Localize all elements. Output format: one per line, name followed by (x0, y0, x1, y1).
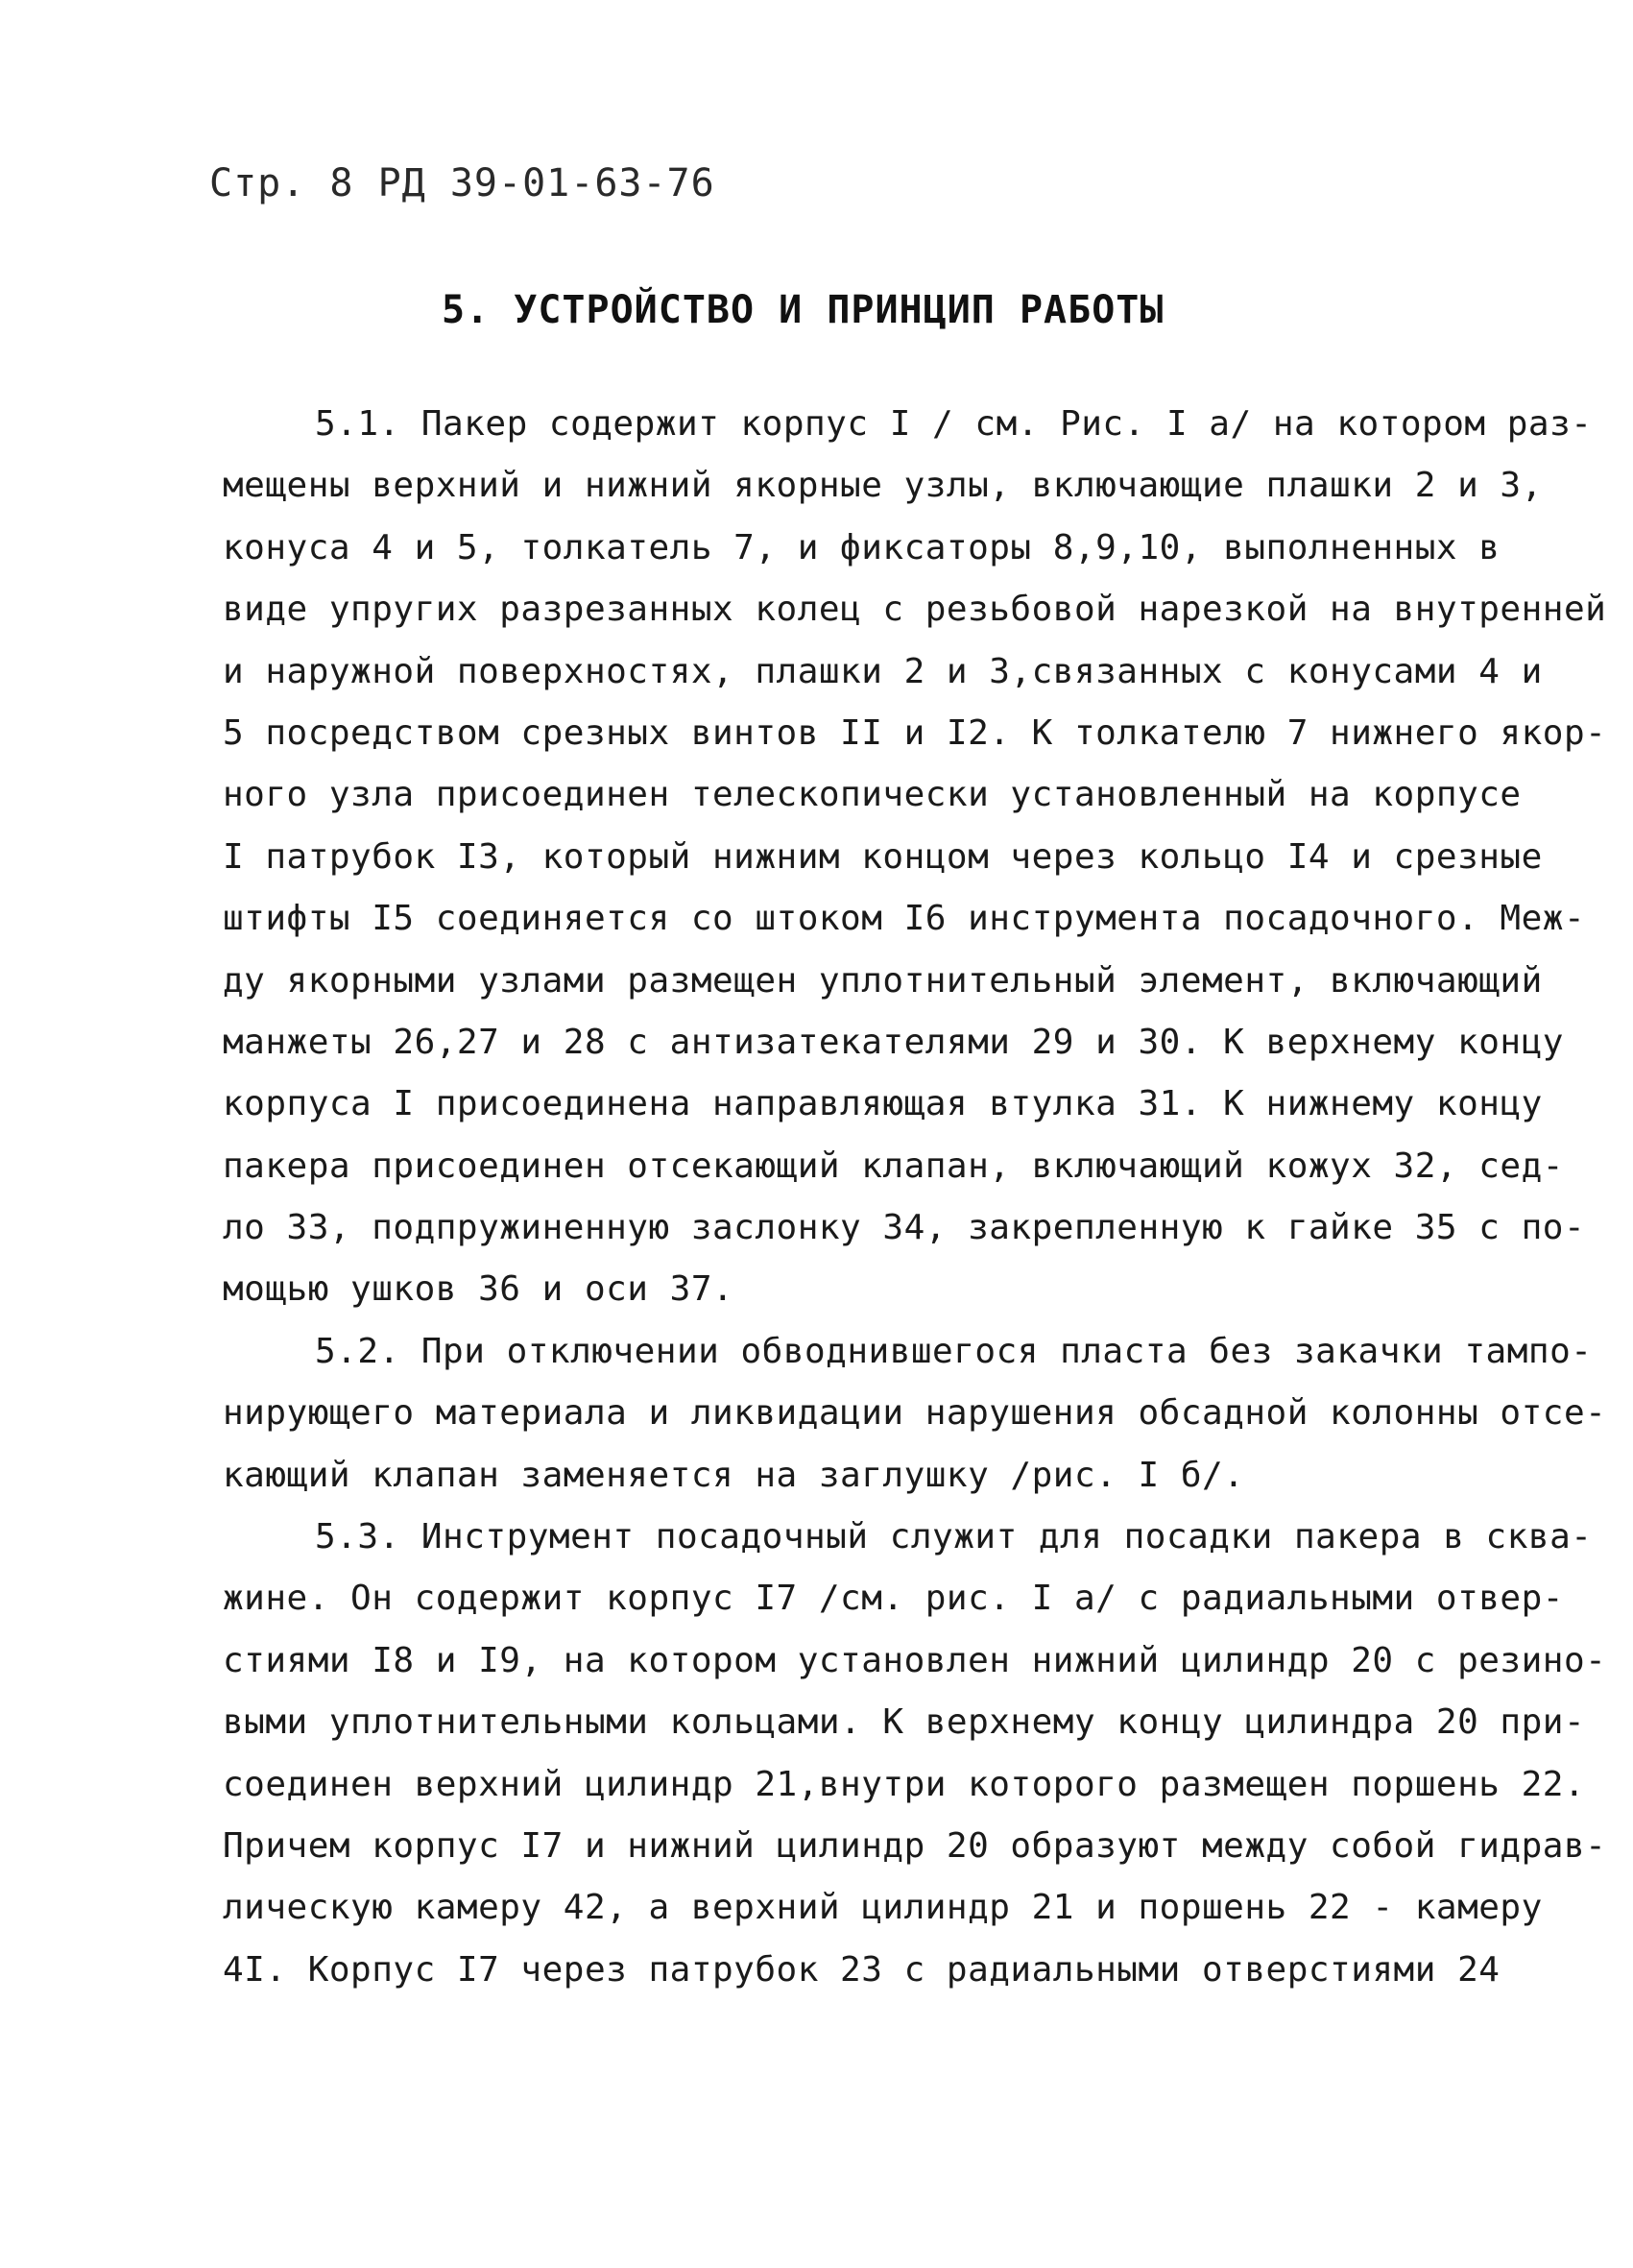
text-line: Причем корпус I7 и нижний цилиндр 20 образуют между собой гидрав- (223, 1825, 1607, 1866)
paragraph-5-3 (223, 1507, 1607, 2001)
text-line: жине. Он содержит корпус I7 /см. рис. I а/ с радиальными отвер- (223, 1579, 1564, 1619)
text-line: и наружной поверхностях, плашки 2 и 3,связанных с конусами 4 и (223, 651, 1543, 691)
text-line: I патрубок I3, который нижним концом через кольцо I4 и срезные (223, 836, 1543, 877)
text-line: лическую камеру 42, а верхний цилиндр 21 и поршень 22 - камеру (223, 1888, 1543, 1928)
paragraph-5-2 (223, 1321, 1607, 1507)
text-line: мощью ушков 36 и оси 37. (223, 1269, 734, 1310)
text-line: нирующего материала и ликвидации нарушения обсадной колонны отсе- (223, 1393, 1607, 1434)
text-line: 4I. Корпус I7 через патрубок 23 с радиальными отверстиями 24 (223, 1949, 1501, 1990)
text-line: конуса 4 и 5, толкатель 7, и фиксаторы 8,9,10, выполненных в (223, 527, 1501, 567)
text-line: штифты I5 соединяется со штоком I6 инструмента посадочного. Меж- (223, 899, 1586, 939)
text-line: манжеты 26,27 и 28 с антизатекателями 29 и 30. К верхнему концу (223, 1022, 1564, 1062)
text-line: 5 посредством срезных винтов II и I2. К толкателю 7 нижнего якор- (223, 712, 1607, 753)
text-line: кающий клапан заменяется на заглушку /рис. I б/. (223, 1455, 1245, 1495)
paragraph-5-1 (223, 394, 1607, 1321)
text-line: ного узла присоединен телескопически установленный на корпусе (223, 775, 1522, 815)
text-line: мещены верхний и нижний якорные узлы, включающие плашки 2 и 3, (223, 466, 1543, 506)
text-line: ду якорными узлами размещен уплотнительный элемент, включающий (223, 960, 1543, 1001)
text-line: выми уплотнительными кольцами. К верхнему концу цилиндра 20 при- (223, 1702, 1586, 1743)
section-title: 5. УСТРОЙСТВО И ПРИНЦИП РАБОТЫ (442, 288, 1165, 332)
text-line: ло 33, подпружиненную заслонку 34, закрепленную к гайке 35 с по- (223, 1208, 1586, 1248)
body-text (223, 394, 1607, 2001)
text-line: корпуса I присоединена направляющая втулка 31. К нижнему концу (223, 1084, 1543, 1124)
text-line: 5.3. Инструмент посадочный служит для посадки пакера в сква- (315, 1517, 1593, 1557)
text-line: соединен верхний цилиндр 21,внутри которого размещен поршень 22. (223, 1764, 1586, 1804)
text-line: 5.1. Пакер содержит корпус I / см. Рис. I а/ на котором раз- (315, 404, 1593, 444)
page-header: Стр. 8 РД 39-01-63-76 (209, 161, 715, 205)
text-line: виде упругих разрезанных колец с резьбовой нарезкой на внутренней (223, 590, 1607, 630)
text-line: стиями I8 и I9, на котором установлен нижний цилиндр 20 с резино- (223, 1640, 1607, 1680)
text-line: 5.2. При отключении обводнившегося пласта без закачки тампо- (315, 1331, 1593, 1371)
text-line: пакера присоединен отсекающий клапан, включающий кожух 32, сед- (223, 1146, 1564, 1186)
